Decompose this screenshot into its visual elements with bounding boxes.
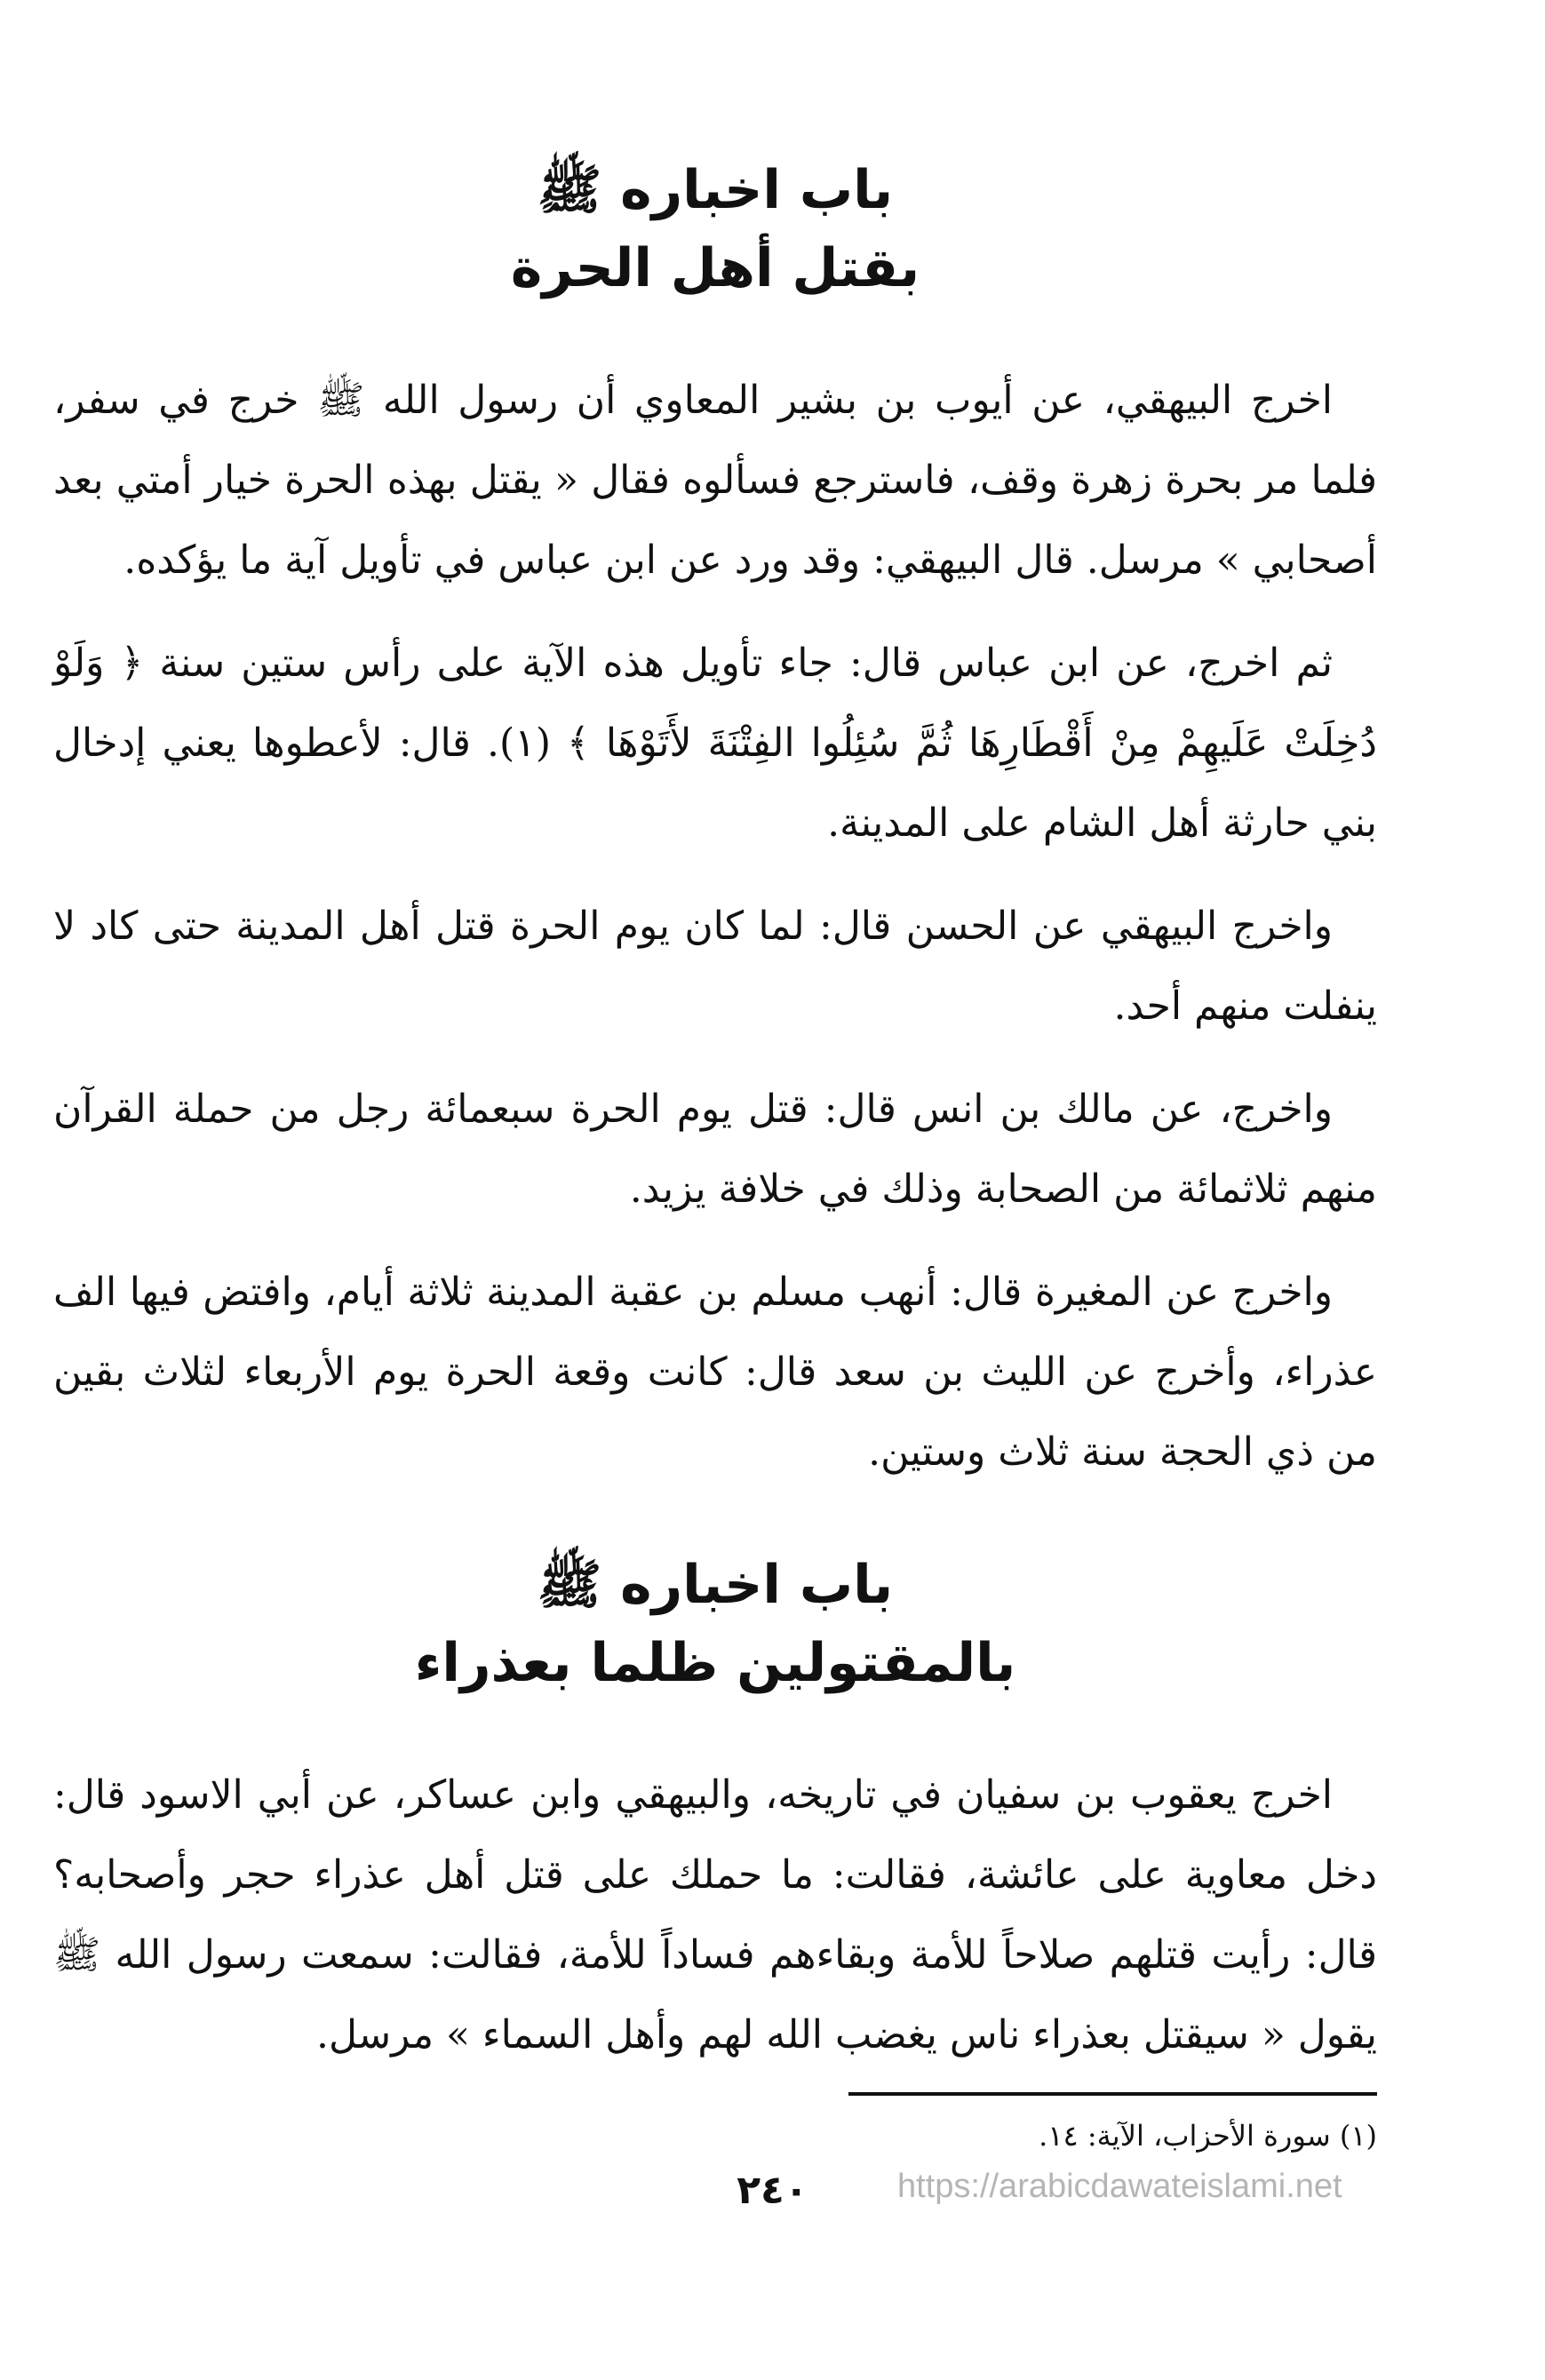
footnote: (١) سورة الأحزاب، الآية: ١٤.	[1039, 2119, 1377, 2153]
section-2-title-line-1: باب اخباره ﷺ	[537, 1554, 894, 1616]
paragraph: واخرج عن المغيرة قال: أنهب مسلم بن عقبة المدينة ثلاثة أيام، وافتض فيها الف عذراء، وأخرج عن الليث بن سعد قال: كانت وقعة الحرة يوم الأربعاء لثلاث بقين من ذي الحجة سنة ثلاث وستين.	[53, 1270, 1377, 1475]
section-2-heading	[53, 1546, 1377, 1702]
paragraph: اخرج البيهقي، عن أيوب بن بشير المعاوي أن رسول الله ﷺ خرج في سفر، فلما مر بحرة زهرة وقف، فاسترجع فسألوه فقال « يقتل بهذه الحرة خيار أمتي بعد أصحابي » مرسل. قال البيهقي: وقد ورد عن ابن عباس في تأويل آية ما يؤكده.	[53, 378, 1377, 583]
watermark-url: https://arabicdawateislami.net	[897, 2168, 1342, 2205]
section-2-title-line-2: بالمقتولين ظلما بعذراء	[414, 1632, 1016, 1694]
section-1-title-line-2: بقتل أهل الحرة	[510, 237, 920, 299]
section-1-title-line-1: باب اخباره ﷺ	[537, 159, 894, 221]
main-text	[53, 151, 1377, 2098]
paragraph: واخرج البيهقي عن الحسن قال: لما كان يوم الحرة قتل أهل المدينة حتى كاد لا ينفلت منهم أحد.	[53, 903, 1377, 1029]
paragraph: اخرج يعقوب بن سفيان في تاريخه، والبيهقي وابن عساكر، عن أبي الاسود قال: دخل معاوية على عائشة، فقالت: ما حملك على قتل أهل عذراء حجر وأصحابه؟ قال: رأيت قتلهم صلاحاً للأمة وبقاءهم فساداً للأمة، فقالت: سمعت رسول الله ﷺ يقول « سيقتل بعذراء ناس يغضب الله لهم وأهل السماء » مرسل.	[53, 1772, 1377, 2058]
page-number: ٢٤٠	[737, 2168, 808, 2213]
footnote-divider	[848, 2092, 1377, 2096]
section-1-heading	[53, 151, 1377, 307]
paragraph: واخرج، عن مالك بن انس قال: قتل يوم الحرة سبعمائة رجل من حملة القرآن منهم ثلاثمائة من الصحابة وذلك في خلافة يزيد.	[53, 1087, 1377, 1212]
paragraph: ثم اخرج، عن ابن عباس قال: جاء تأويل هذه الآية على رأس ستين سنة ﴿ وَلَوْ دُخِلَتْ عَلَيهِمْ مِنْ أَقْطَارِهَا ثُمَّ سُئِلُوا الفِتْنَةَ لأَتَوْهَا ﴾ (١). قال: لأعطوها يعني إدخال بني حارثة أهل الشام على المدينة.	[53, 641, 1377, 846]
